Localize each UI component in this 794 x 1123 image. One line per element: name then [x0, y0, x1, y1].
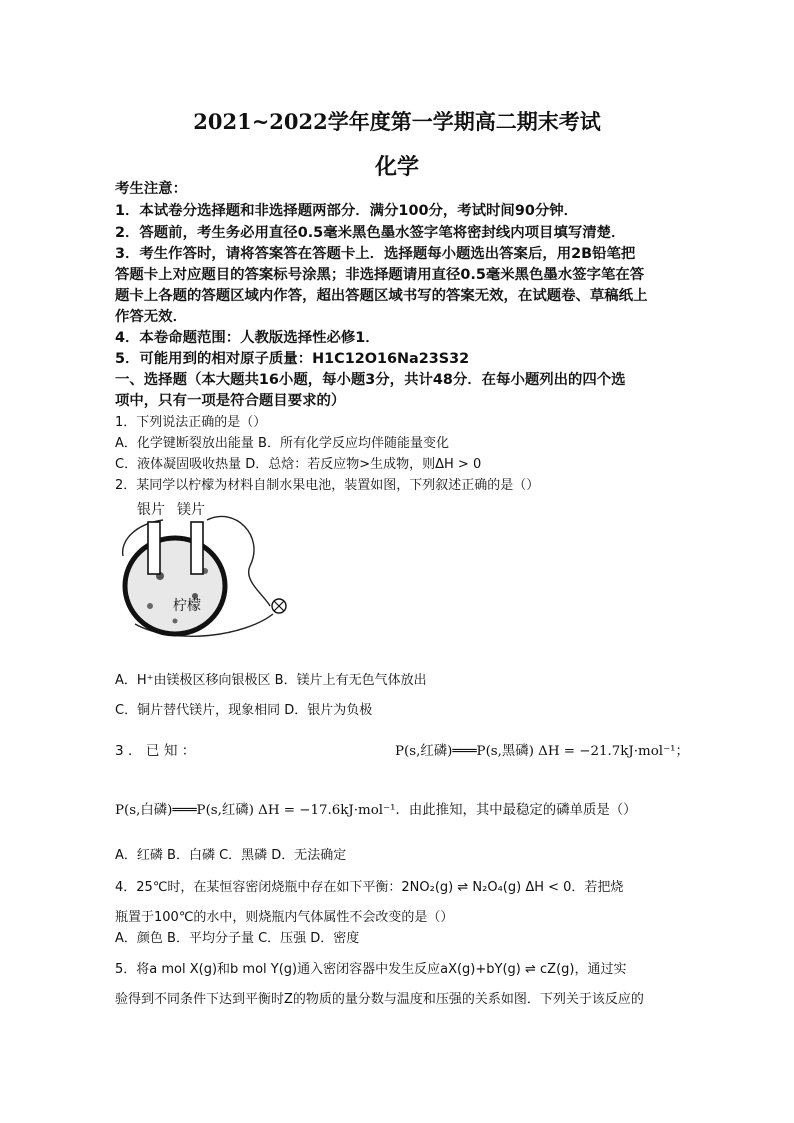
notice-item-5: 5．可能用到的相对原子质量：H1C12O16Na23S32 — [115, 351, 470, 367]
q5-stem-cont: 验得到不同条件下达到平衡时Z的物质的量分数与温度和压强的关系如图．下列关于该反应的 — [115, 992, 644, 1007]
figure-label-silver: 银片 — [137, 502, 165, 518]
section1-heading-cont: 项中，只有一项是符合题目要求的） — [115, 393, 346, 409]
q2-options-ab: A．H⁺由镁极区移向银极区 B．镁片上有无色气体放出 — [115, 673, 427, 688]
exam-title: 2021~2022学年度第一学期高二期末考试 — [193, 109, 601, 134]
q3-equation-2: P(s,白磷)═══P(s,红磷) ΔH = −17.6kJ·mol⁻¹．由此推知，其中最稳定的磷单质是（） — [115, 803, 637, 818]
notice-item-4: 4．本卷命题范围：人教版选择性必修1． — [115, 330, 380, 346]
notice-item-3: 3．考生作答时，请将答案答在答题卡上．选择题每小题选出答案后，用2B铅笔把 — [115, 246, 636, 262]
q1-options-ab: A．化学键断裂放出能量 B．所有化学反应均伴随能量变化 — [115, 436, 449, 451]
q4-options: A．颜色 B．平均分子量 C．压强 D．密度 — [115, 931, 360, 946]
q2-stem: 2．某同学以柠檬为材料自制水果电池，装置如图，下列叙述正确的是（） — [115, 478, 540, 493]
subject-title: 化学 — [374, 154, 419, 180]
figure-label-magnesium: 镁片 — [177, 502, 205, 518]
notice-item-1: 1．本试卷分选择题和非选择题两部分．满分100分，考试时间90分钟． — [115, 203, 579, 219]
q3-equation-1: P(s,红磷)═══P(s,黑磷) ΔH = −21.7kJ·mol⁻¹； — [395, 744, 689, 759]
silver-electrode — [148, 522, 160, 574]
q3-spread-text: 3 ． 已 知 ： — [115, 743, 196, 759]
lemon-spot — [147, 603, 153, 609]
section1-heading: 一、选择题（本大题共16小题，每小题3分，共计48分．在每小题列出的四个选 — [115, 372, 626, 388]
q1-options-cd: C．液体凝固吸收热量 D．总焓：若反应物>生成物，则ΔH > 0 — [115, 457, 482, 472]
q4-stem: 4．25℃时，在某恒容密闭烧瓶中存在如下平衡：2NO₂(g) ⇌ N₂O₄(g) ΔH < 0．若把烧 — [115, 880, 624, 895]
notice-item-3-cont-3: 作答无效． — [115, 309, 187, 325]
magnesium-electrode — [191, 522, 203, 574]
q3-options: A．红磷 B．白磷 C．黑磷 D．无法确定 — [115, 848, 347, 863]
q4-stem-cont: 瓶置于100℃的水中，则烧瓶内气体属性不会改变的是（） — [115, 910, 454, 925]
lemon-battery-figure — [115, 496, 295, 654]
notice-item-3-cont-2: 题卡上各题的答题区域内作答，超出答题区域书写的答案无效，在试题卷、草稿纸上 — [115, 288, 648, 304]
notice-heading: 考生注意： — [115, 181, 187, 197]
q2-options-cd: C．铜片替代镁片，现象相同 D．银片为负极 — [115, 703, 373, 718]
q5-stem: 5．将a mol X(g)和b mol Y(g)通入密闭容器中发生反应aX(g)+bY(g) ⇌ cZ(g)，通过实 — [115, 962, 627, 977]
notice-item-2: 2．答题前，考生务必用直径0.5毫米黑色墨水签字笔将密封线内项目填写清楚． — [115, 225, 626, 241]
q3-stem — [115, 740, 705, 763]
figure-label-lemon: 柠檬 — [173, 598, 201, 614]
q1-stem: 1．下列说法正确的是（） — [115, 415, 267, 430]
lemon-spot — [173, 619, 178, 624]
notice-item-3-cont-1: 答题卡上对应题目的答案标号涂黑；非选择题请用直径0.5毫米黑色墨水签字笔在答 — [115, 267, 645, 283]
